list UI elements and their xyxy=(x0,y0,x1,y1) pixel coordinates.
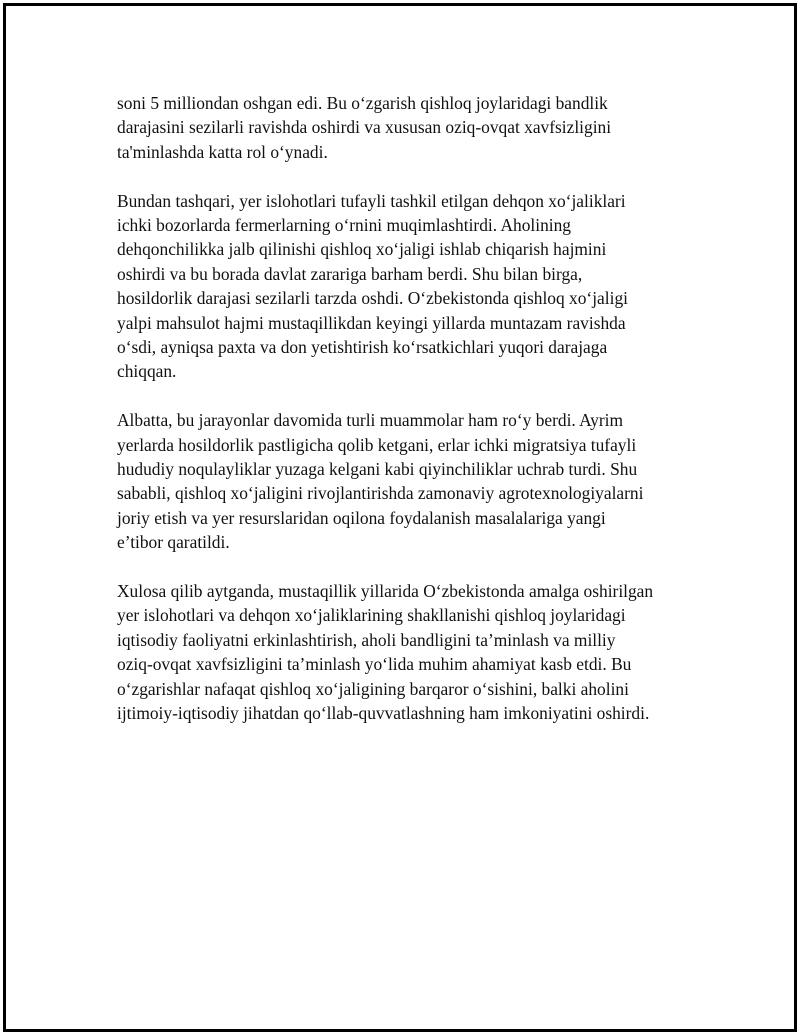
paragraph-problems xyxy=(117,408,707,554)
paragraph-farms xyxy=(117,189,707,384)
text-line: o‘zgarishlar nafaqat qishloq xo‘jaligining barqaror o‘sishini, balki aholini xyxy=(117,678,629,699)
text-line: yer islohotlari va dehqon xo‘jaliklarining shakllanishi qishloq joylaridagi xyxy=(117,605,626,626)
text-line: ichki bozorlarda fermerlarning o‘rnini muqimlashtirdi. Aholining xyxy=(117,215,571,236)
text-line: joriy etish va yer resurslaridan oqilona foydalanish masalalariga yangi xyxy=(117,507,606,528)
paragraph-conclusion xyxy=(117,579,707,725)
text-line: soni 5 milliondan oshgan edi. Bu o‘zgarish qishloq joylaridagi bandlik xyxy=(117,93,608,113)
text-line: sababli, qishloq xo‘jaligini rivojlantirishda zamonaviy agrotexnologiyalarni xyxy=(117,483,644,504)
text-line: hududiy noqulayliklar yuzaga kelgani kabi qiyinchiliklar uchrab turdi. Shu xyxy=(117,459,638,480)
text-line: oshirdi va bu borada davlat zarariga barham berdi. Shu bilan birga, xyxy=(117,263,583,284)
paragraph-employment xyxy=(117,91,707,164)
text-line: o‘sdi, ayniqsa paxta va don yetishtirish ko‘rsatkichlari yuqori darajaga xyxy=(117,337,608,358)
text-line: dehqonchilikka jalb qilinishi qishloq xo‘jaligi ishlab chiqarish hajmini xyxy=(117,239,607,260)
text-line: yalpi mahsulot hajmi mustaqillikdan keyingi yillarda muntazam ravishda xyxy=(117,312,626,333)
text-line: e’tibor qaratildi. xyxy=(117,532,230,553)
text-line: oziq-ovqat xavfsizligini ta’minlash yo‘lida muhim ahamiyat kasb etdi. Bu xyxy=(117,654,632,675)
text-line: ijtimoiy-iqtisodiy jihatdan qo‘llab-quvvatlashning ham imkoniyatini oshirdi. xyxy=(117,703,650,724)
text-line: iqtisodiy faoliyatni erkinlashtirish, aholi bandligini ta’minlash va milliy xyxy=(117,629,616,650)
text-line: chiqqan. xyxy=(117,361,177,382)
text-line: darajasini sezilarli ravishda oshirdi va xususan oziq-ovqat xavfsizligini xyxy=(117,117,612,138)
text-line: Xulosa qilib aytganda, mustaqillik yillarida O‘zbekistonda amalga oshirilgan xyxy=(117,581,654,602)
text-line: ta'minlashda katta rol o‘ynadi. xyxy=(117,141,328,162)
text-line: yerlarda hosildorlik pastligicha qolib ketgani, erlar ichki migratsiya tufayli xyxy=(117,434,637,455)
document-text-body xyxy=(117,91,707,750)
text-line: hosildorlik darajasi sezilarli tarzda oshdi. O‘zbekistonda qishloq xo‘jaligi xyxy=(117,288,628,309)
text-line: Albatta, bu jarayonlar davomida turli muammolar ham ro‘y berdi. Ayrim xyxy=(117,410,623,431)
text-line: Bundan tashqari, yer islohotlari tufayli tashkil etilgan dehqon xo‘jaliklari xyxy=(117,190,626,211)
